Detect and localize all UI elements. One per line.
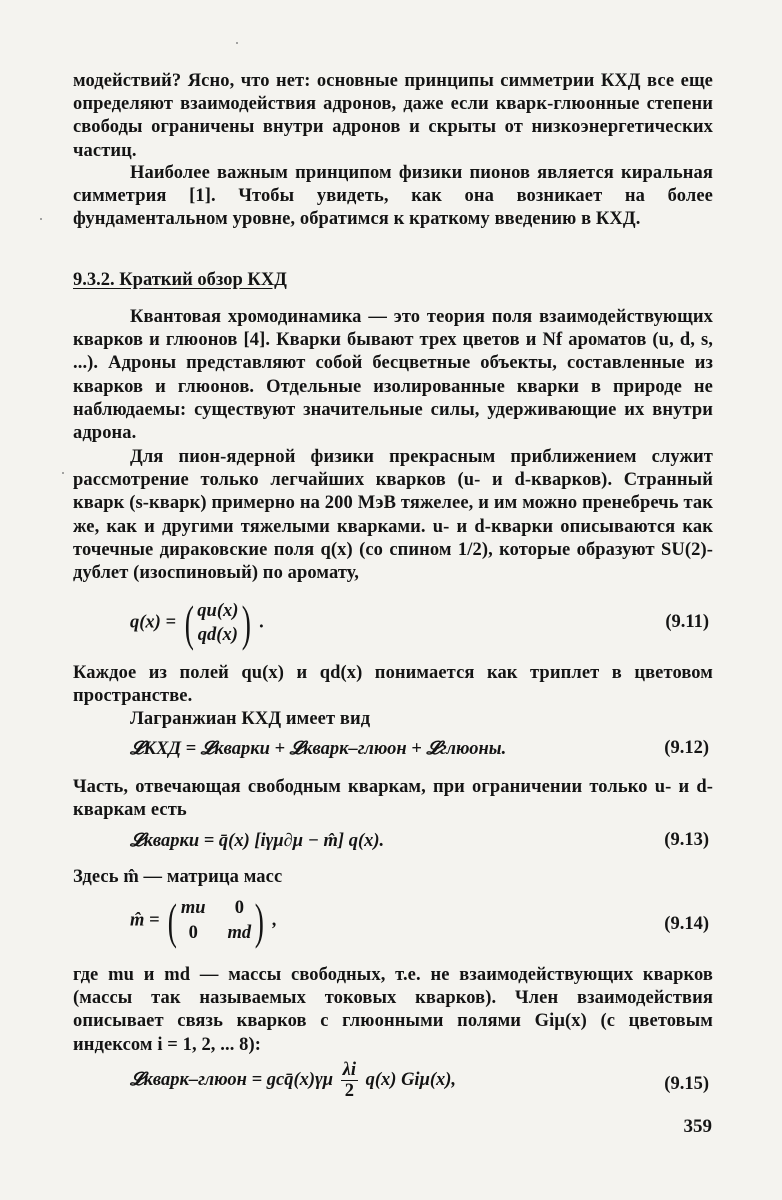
equation-number-9-12: (9.12) [664, 738, 709, 758]
scan-speck [236, 42, 238, 44]
matrix-a21: 0 [188, 923, 198, 943]
matrix-a12: 0 [234, 898, 244, 918]
equation-9-14-tail: , [272, 910, 278, 931]
equation-9-11-lhs: q(x) = [130, 612, 176, 633]
equation-9-15-lhs: 𝓛кварк–глюон = gcq̄(x)γμ [130, 1069, 334, 1090]
section-heading: 9.3.2. Краткий обзор КХД [73, 270, 287, 290]
fraction-denominator: 2 [344, 1081, 354, 1101]
matrix-a11: mu [180, 898, 206, 918]
paragraph-5: Каждое из полей qu(x) и qd(x) понимается как триплет в цветовом пространстве. [73, 663, 713, 707]
paragraph-6: Лагранжиан КХД имеет вид [130, 709, 371, 729]
paragraph-9: где mu и md — массы свободных, т.е. не взаимодействующих кварков (массы так называемых токовых кварков). Член взаимодействия описывает связь кварков с глюонными полями Giμ(x) (с цветовым индексом i = 1, 2, ... 8): [73, 965, 713, 1055]
paragraph-7: Часть, отвечающая свободным кваркам, при ограничении только u- и d-кваркам есть [73, 777, 713, 821]
paragraph-4: Для пион-ядерной физики прекрасным приближением служит рассмотрение только легчайших кварков (u- и d-кварков). Странный кварк (s-кварк) примерно на 200 МэВ тяжелее, и им можно пренебречь так же, как и другими тяжелыми кварками. u- и d-кварки описываются как точечные дираковские поля q(x) (со спином 1/2), которые образуют SU(2)-дублет (изоспиновый) по аромату, [73, 447, 713, 584]
paragraph-3: Квантовая хромодинамика — это теория поля взаимодействующих кварков и глюонов [4]. Кварки бывают трех цветов и Nf ароматов (u, d, s, ...). Адроны представляют собой бесцветные объекты, составленные из кварков и глюонов. Отдельные изолированные кварки в природе не наблюдаемы: существуют значительные силы, удерживающие их внутри адрона. [73, 307, 713, 444]
fraction [341, 1060, 358, 1101]
mass-matrix: ( mu 0 0 md ) [167, 893, 265, 949]
equation-9-14-lhs: m̂ = [130, 910, 160, 931]
equation-9-12: 𝓛КХД = 𝓛кварки + 𝓛кварк–глюон + 𝓛глюоны. [130, 739, 507, 759]
matrix-a22: md [227, 923, 252, 943]
equation-9-11 [130, 595, 265, 651]
paragraph-2: Наиболее важным принципом физики пионов является киральная симметрия [1]. Чтобы увидеть, как она возникает на более фундаментальном уровне, обратимся к краткому введению в КХД. [73, 163, 713, 230]
equation-number-9-11: (9.11) [665, 612, 709, 632]
paragraph-8: Здесь m̂ — матрица масс [73, 867, 283, 887]
column-vector: ( qu(x) qd(x) ) [184, 595, 252, 651]
page-number: 359 [683, 1116, 712, 1137]
equation-number-9-13: (9.13) [664, 830, 709, 850]
equation-9-15-rhs: q(x) Giμ(x), [365, 1069, 457, 1090]
equation-number-9-14: (9.14) [664, 914, 709, 934]
scan-speck [40, 218, 42, 220]
vector-bottom: qd(x) [197, 625, 238, 645]
equation-9-11-tail: . [259, 612, 265, 633]
equation-9-13: 𝓛кварки = q̄(x) [iγμ∂μ − m̂] q(x). [130, 831, 385, 851]
fraction-numerator: λi [342, 1060, 356, 1080]
scan-speck [62, 472, 64, 474]
vector-top: qu(x) [197, 601, 239, 621]
equation-9-14 [130, 893, 278, 949]
equation-number-9-15: (9.15) [664, 1074, 709, 1094]
equation-9-15 [130, 1060, 456, 1101]
paragraph-1: модействий? Ясно, что нет: основные принципы симметрии КХД все еще определяют взаимодействия адронов, даже если кварк-глюонные степени свободы ограничены внутри адронов и скрыты от низкоэнергетических частиц. [73, 71, 713, 161]
